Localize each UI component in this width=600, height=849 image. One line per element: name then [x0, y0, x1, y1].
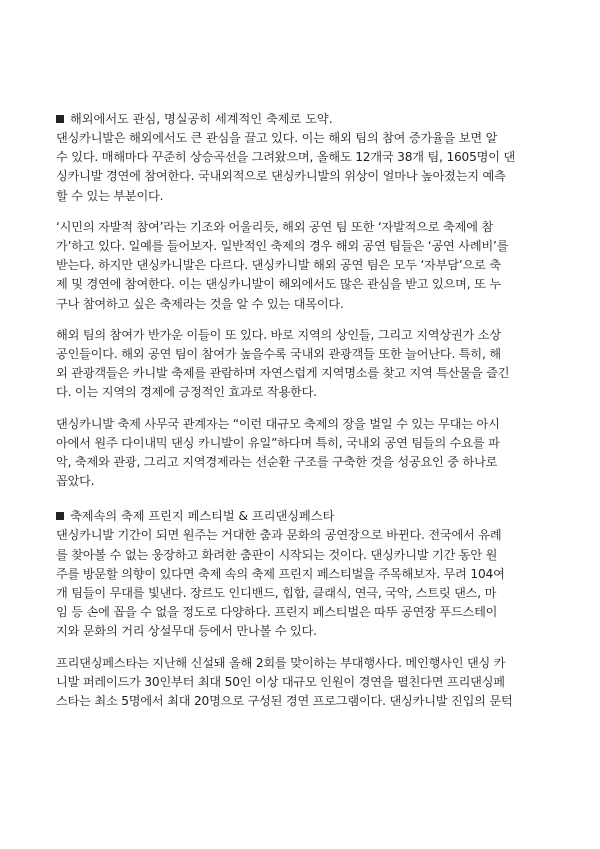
text-line: 주를 방문할 의향이 있다면 축제 속의 축제 프린지 페스티벌을 주목해보자. 무려 104여	[56, 566, 505, 581]
text-line: ‘시민의 자발적 참여’라는 기조와 어울리듯, 해외 공연 팀 또한 ‘자발적으로 축제에 참	[56, 219, 494, 234]
square-bullet-icon	[56, 512, 64, 520]
paragraph	[56, 326, 544, 403]
text-line: 공인들이다. 해외 공연 팀이 참여가 높을수록 국내외 관광객들 또한 늘어난다. 특히, 해	[56, 347, 501, 362]
text-line: 댄싱카니발 축제 사무국 관계자는 “이런 대규모 축제의 장을 벌일 수 있는 무대는 아시	[56, 416, 500, 431]
text-line: 를 찾아볼 수 없는 웅장하고 화려한 춤판이 시작되는 것이다. 댄싱카니발 기간 동안 원	[56, 547, 498, 562]
paragraph	[56, 526, 544, 641]
text-line: 제 및 경연에 참여한다. 이는 댄싱카니발이 해외에서도 많은 관심을 받고 있으며, 또 누	[56, 277, 501, 292]
text-line: 아에서 원주 다이내믹 댄싱 카니발이 유일”하다며 특히, 국내외 공연 팀들의 수요를 파	[56, 435, 500, 450]
text-line: 니발 퍼레이드가 30인부터 최대 50인 이상 대규모 인원이 경연을 펼친다면 프리댄싱페	[56, 674, 505, 689]
paragraph	[56, 415, 544, 492]
text-line: 다. 이는 지역의 경제에 긍정적인 효과로 작용한다.	[56, 385, 317, 400]
text-line: 임 등 손에 꼽을 수 없을 정도로 다양하다. 프린지 페스티벌은 따뚜 공연장 푸드스테이	[56, 605, 498, 620]
text-line: 지와 문화의 거리 상설무대 등에서 만나볼 수 있다.	[56, 624, 317, 639]
text-line: 수 있다. 매해마다 꾸준히 상승곡선을 그려왔으며, 올해도 12개국 38개 팀, 1605명이 댄	[56, 150, 516, 165]
text-line: 댄싱카니발은 해외에서도 큰 관심을 끌고 있다. 이는 해외 팀의 참여 증가율을 보면 알	[56, 131, 498, 145]
text-line: 해외 팀의 참여가 반가운 이들이 또 있다. 바로 지역의 상인들, 그리고 지역상권가 소상	[56, 327, 501, 342]
text-line: 프리댄싱페스타는 지난해 신설돼 올해 2회를 맞이하는 부대행사다. 메인행사인 댄싱 카	[56, 655, 506, 670]
paragraph	[56, 654, 544, 712]
paragraph	[56, 129, 544, 206]
section-heading: 해외에서도 관심, 명실공히 세계적인 축제로 도약.	[56, 110, 544, 129]
document-body	[56, 110, 544, 711]
text-line: 꼽았다.	[56, 474, 95, 489]
paragraph	[56, 218, 544, 314]
text-line: 가’하고 있다. 일예를 들어보자. 일반적인 축제의 경우 해외 공연 팀들은 ‘공연 사례비’를	[56, 239, 509, 254]
section-heading: 축제속의 축제 프린지 페스티벌 & 프리댄싱페스타	[56, 507, 544, 526]
text-line: 스타는 최소 5명에서 최대 20명으로 구성된 경연 프로그램이다. 댄싱카니발 진입의 문턱	[56, 694, 513, 709]
text-line: 악, 축제와 관광, 그리고 지역경제라는 선순환 구조를 구축한 것을 성공요인 중 하나로	[56, 455, 498, 470]
square-bullet-icon	[56, 115, 64, 123]
text-line: 댄싱카니발 기간이 되면 원주는 거대한 춤과 문화의 공연장으로 바뀐다. 전국에서 유례	[56, 528, 502, 543]
text-line: 외 관광객들은 카니발 축제를 관람하며 자연스럽게 지역명소를 찾고 지역 특산물을 즐긴	[56, 366, 510, 381]
text-line: 받는다. 하지만 댄싱카니발은 다르다. 댄싱카니발 해외 공연 팀은 모두 ‘자부담’으로 축	[56, 258, 501, 273]
text-line: 개 팀들이 무대를 빛낸다. 장르도 인디밴드, 힙합, 클래식, 연극, 국악, 스트릿 댄스, 마	[56, 586, 497, 601]
text-line: 할 수 있는 부분이다.	[56, 188, 164, 203]
text-line: 구나 참여하고 싶은 축제라는 것을 알 수 있는 대목이다.	[56, 296, 344, 311]
text-line: 싱카니발 경연에 참여한다. 국내외적으로 댄싱카니발의 위상이 얼마나 높아졌는지 예측	[56, 169, 506, 184]
